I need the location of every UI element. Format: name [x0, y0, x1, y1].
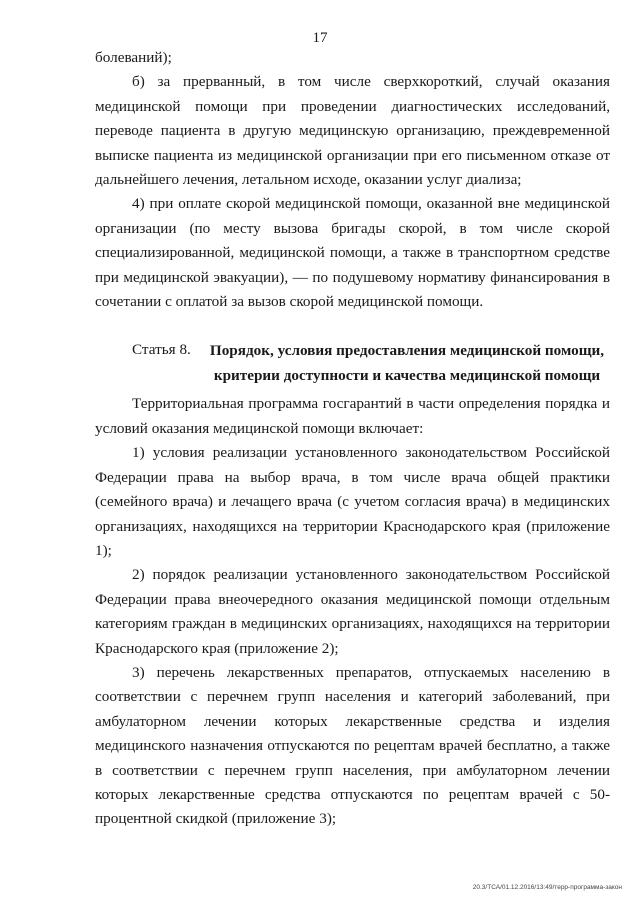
document-footer: 20.3/ТСА/01.12.2016/13:49/терр-программа-закон — [472, 884, 622, 891]
paragraph-group-bottom — [95, 392, 610, 831]
paragraph-3: 3) перечень лекарственных препаратов, отпускаемых населению в соответствии с перечнем групп населения и категорий заболеваний, при амбулаторном лечении которых лекарственные средства и изделия медицинского назначения отпускаются по рецептам врачей бесплатно, а также в соответствии с перечнем групп населения, при амбулаторном лечении которых лекарственные средства отпускаются по рецептам врачей с 50-процентной скидкой (приложение 3); — [95, 663, 610, 828]
paragraph-b: б) за прерванный, в том числе сверхкороткий, случай оказания медицинской помощи при проведении диагностических исследований, переводе пациента в другую медицинскую организацию, преждевременной выписке пациента из медицинской организации при его письменном отказе от дальнейшего лечения, летальном исходе, оказании услуг диализа; — [95, 73, 610, 189]
article-number: Статья 8. — [132, 341, 191, 359]
paragraph-intro: Территориальная программа госгарантий в части определения порядка и условий оказания медицинской помощи включает: — [95, 395, 610, 437]
page-number: 17 — [312, 30, 328, 46]
article-heading — [95, 338, 610, 388]
article-title: Порядок, условия предоставления медицинской помощи, критерии доступности и качества медицинской помощи — [209, 342, 605, 385]
paragraph-2: 2) порядок реализации установленного законодательством Российской Федерации права внеочередного оказания медицинской помощи отдельным категориям граждан в медицинских организациях, находящихся на территории Краснодарского края (приложение 2); — [95, 566, 610, 657]
paragraph-1: 1) условия реализации установленного законодательством Российской Федерации права на выбор врача, в том числе врача общей практики (семейного врача) и лечащего врача (с учетом согласия врача) в медицинских организациях, находящихся на территории Краснодарского края (приложение 1); — [95, 444, 610, 559]
paragraph-4: 4) при оплате скорой медицинской помощи, оказанной вне медицинской организации (по месту вызова бригады скорой, в том числе скорой специализированной, медицинской помощи, а также в транспортном средстве при медицинской эвакуации), — по подушевому нормативу финансирования в сочетании с оплатой за вызов скорой медицинской помощи. — [95, 195, 610, 311]
paragraph-cont: болеваний); — [95, 49, 172, 66]
document-body — [95, 46, 610, 832]
paragraph-group-top — [95, 46, 610, 314]
